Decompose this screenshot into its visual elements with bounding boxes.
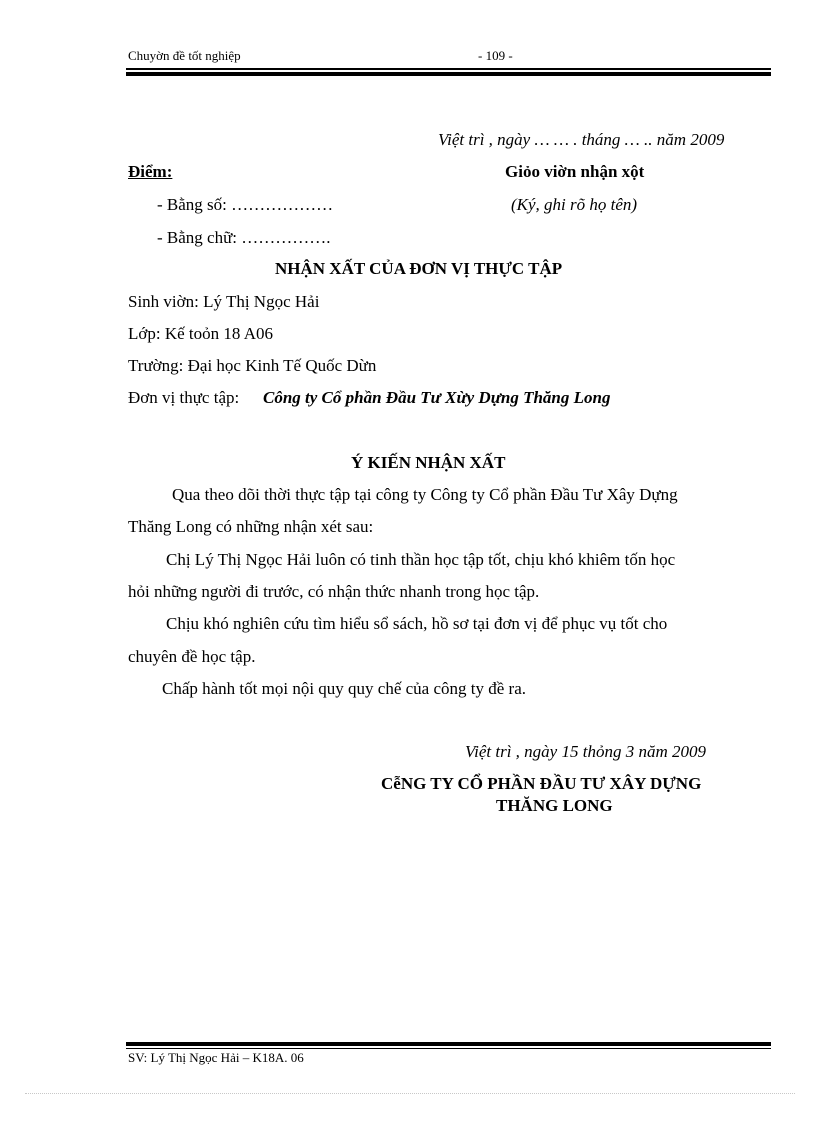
footer-text: SV: Lý Thị Ngọc Hải – K18A. 06: [128, 1050, 304, 1065]
student-school: Trường: Đại học Kinh Tế Quốc Dừn: [128, 356, 377, 375]
section-title: NHẬN XẤT CỦA ĐƠN VỊ THỰC TẬP: [275, 259, 563, 278]
grade-by-words: - Bằng chữ: …………….: [157, 228, 331, 247]
header-rule-thick: [126, 72, 771, 76]
footer-rule-thin: [126, 1048, 771, 1049]
company-name-line2: THĂNG LONG: [496, 796, 613, 815]
teacher-note: (Ký, ghi rõ họ tên): [511, 195, 638, 214]
internship-unit-value: Công ty Cổ phần Đầu Tư Xừy Dựng Thăng Long: [263, 388, 611, 407]
grade-label: Điểm:: [128, 162, 173, 181]
header-title: Chuyờn đề tốt nghiệp: [128, 48, 241, 63]
opinion-p3-line2: chuyên đề học tập.: [128, 647, 256, 666]
opinion-p4-line1: Chấp hành tốt mọi nội quy quy chế của công ty đề ra.: [162, 679, 526, 698]
teacher-title: Giỏo viờn nhận xột: [505, 162, 645, 181]
opinion-p1-line1: Qua theo dõi thời thực tập tại công ty Công ty Cổ phần Đầu Tư Xây Dựng: [172, 485, 678, 504]
signoff-date: Việt trì , ngày 15 thỏng 3 năm 2009: [465, 742, 706, 761]
opinion-p1-line2: Thăng Long có những nhận xét sau:: [128, 517, 374, 536]
company-name-line1: CễNG TY CỔ PHẦN ĐẦU TƯ XÂY DỰNG: [381, 774, 702, 793]
page-number: - 109 -: [478, 48, 513, 63]
opinion-p3-line1: Chịu khó nghiên cứu tìm hiểu sổ sách, hồ sơ tại đơn vị để phục vụ tốt cho: [166, 614, 668, 633]
internship-unit-label: Đơn vị thực tập:: [128, 388, 240, 407]
opinion-p2-line2: hỏi những người đi trước, có nhận thức nhanh trong học tập.: [128, 582, 540, 601]
opinion-p2-line1: Chị Lý Thị Ngọc Hải luôn có tinh thần học tập tốt, chịu khó khiêm tốn học: [166, 550, 676, 569]
date-line: Việt trì , ngày … … . tháng … .. năm 2009: [438, 130, 725, 149]
grade-by-number: - Bằng số: ………………: [157, 195, 334, 214]
page-bottom-dotted-line: [25, 1093, 795, 1094]
student-name: Sinh viờn: Lý Thị Ngọc Hải: [128, 292, 320, 311]
header-rule-thin: [126, 68, 771, 70]
opinion-title: Ý KIẾN NHẬN XẤT: [351, 453, 506, 472]
student-class: Lớp: Kế toỏn 18 A06: [128, 324, 273, 343]
footer-rule-thick: [126, 1042, 771, 1046]
